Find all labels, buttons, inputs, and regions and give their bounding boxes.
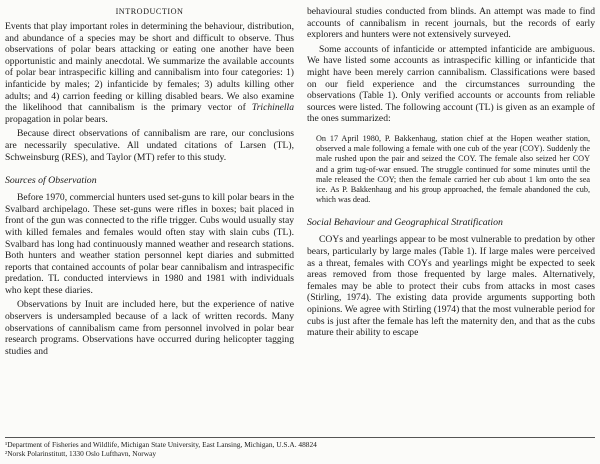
- intro-p1-text: Events that play important roles in determining the behaviour, distribution, and abundance of a species may be short and difficult to observe. Thus observations of polar bears attacking or eating one another have been opportunistic and mainly anecdotal. We summarize the available accounts of polar bear intraspecific killing and cannibalism into four categories: 1) infanticide by males; 2) infanticide by females; 3) adults killing other adults; and 4) carrion feeding or killing disabled bears. We also examine the likelihood that cannibalism is the primary vector of: [5, 21, 294, 114]
- sources-paragraph-1: Before 1970, commercial hunters used set-guns to kill polar bears in the Svalbard archipelago. These set-guns were rifles in boxes; bait placed in front of the gun was connected to the rifle trigger. Cubs would usually stay with killed females and females would often stay with slain cubs (TL). Svalbard has long had continuously manned weather and research stations. Both hunters and weather station personnel kept diaries and submitted reports that contained accounts of polar bear cannibalism and intraspecific predation. TL conducted interviews in 1980 and 1981 with individuals who kept these diaries.: [5, 192, 294, 296]
- footnote-2: ²Norsk Polarinstitutt, 1330 Oslo Lufthavn, Norway: [5, 449, 157, 459]
- footnote-1: ¹Department of Fisheries and Wildlife, Michigan State University, East Lansing, Michigan, U.S.A. 48824: [5, 440, 317, 449]
- block-quote-account: On 17 April 1980, P. Bakkenhaug, station chief at the Hopen weather station, observed a male following a female with one cub of the year (COY). Suddenly the male rushed upon the pair and seized the COY. The female also seized her COY and a grim tug-of-war ensued. The struggle continued for some minutes until the male released the COY; then the female carried her cub about 1 km onto the sea ice. As P. Bakkenhaug and his group approached, the female abandoned the cub, which was dead.: [316, 133, 590, 205]
- section-heading-introduction: INTRODUCTION: [115, 7, 184, 16]
- right-column: [307, 6, 595, 339]
- sources-paragraph-2: Observations by Inuit are included here, but the experience of native observers is undersampled because of a lack of written records. Many observations of cannibalism came from personnel involved in polar bear research programs. Observations have occurred during helicopter tagging studies and: [5, 299, 294, 357]
- right-paragraph-3: COYs and yearlings appear to be most vulnerable to predation by other bears, particularly by large males (Table 1). If large males were perceived as a threat, females with COYs and yearlings might be expected to seek areas removed from those frequented by large males. Alternatively, females may be able to protect their cubs from attacks in most cases (Stirling, 1974). The existing data provide arguments supporting both opinions. We agree with Stirling (1974) that the most vulnerable period for cubs is just after the female has left the maternity den, and that as the cubs mature their ability to escape: [307, 234, 595, 339]
- intro-p1-italic-term: Trichinella: [251, 102, 294, 114]
- intro-p1-end: propagation in polar bears.: [5, 113, 108, 125]
- left-column: [5, 6, 294, 357]
- right-paragraph-2: Some accounts of infanticide or attempted infanticide are ambiguous. We have listed some accounts as intraspecific killing or infanticide that might have been merely carrion cannibalism. Classifications were based on our field experience and the circumstances surrounding the observations (Table 1). Only verified accounts or accounts from reliable sources were listed. The following account (TL) is given as an example of the ones summarized:: [307, 43, 595, 125]
- right-paragraph-1: behavioural studies conducted from blinds. An attempt was made to find accounts of cannibalism in recent journals, but the records of early explorers and hunters were not extensively surveyed.: [307, 6, 595, 41]
- footnotes: [5, 437, 595, 458]
- intro-paragraph-2: Because direct observations of cannibalism are rare, our conclusions are necessarily speculative. All undated citations of Larsen (TL), Schweinsburg (RES), and Taylor (MT) refer to this study.: [5, 128, 294, 163]
- section-title-social-behaviour: Social Behaviour and Geographical Stratification: [307, 217, 503, 229]
- intro-paragraph-1: [5, 21, 294, 125]
- section-title-sources: Sources of Observation: [5, 175, 97, 187]
